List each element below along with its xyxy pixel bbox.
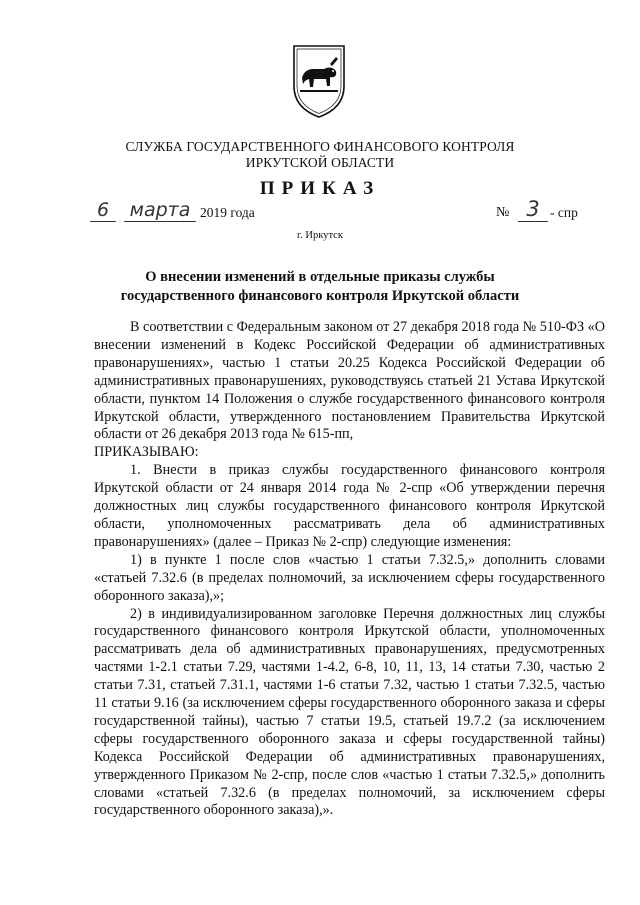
document-type-title: ПРИКАЗ [259,178,381,199]
subject-line1: О внесении изменений в отдельные приказы службы [145,269,495,285]
item-1-subitem-2: 2) в индивидуализированном заголовке Перечня должностных лиц службы государственного финансового контроля Иркутской области, уполномоченных рассматривать дела об административных правонарушениях, предусмотренных частями 1-2.1 статьи 7.29, частями 1-4.2, 6-8, 10, 11, 13, 14 статьи 7.30, частью 2 статьи 7.31, статьей 7.31.1, частями 1-6 статьи 7.32, частью 1 статьи 7.32.5, частью 11 статьи 9.16 (за исключением сферы государственного оборонного заказа и сферы государственной тайны), частью 7 статьи 19.5, статьей 19.7.2 (за исключением сферы государственного оборонного заказа и сферы государственной тайны) Кодекса Российской Федерации об административных правонарушениях, утвержденного Приказом № 2-спр, после слов «частью 1 статьи 7.32.5,» дополнить словами «статьей 7.32.6 (в пределах полномочий, за исключением сферы государственного оборонного заказа),». [94,605,605,819]
city-label: г. Иркутск [297,230,343,241]
handwritten-date-month: марта [124,199,196,222]
organization-name-line1: СЛУЖБА ГОСУДАРСТВЕННОГО ФИНАНСОВОГО КОНТРОЛЯ [125,139,515,154]
document-subject [0,268,640,306]
date-year-text: 2019 года [200,205,255,220]
organization-name-line2: ИРКУТСКОЙ ОБЛАСТИ [245,155,395,170]
subject-line2: государственного финансового контроля Иркутской области [120,288,520,304]
handwritten-document-number: 3 [518,197,548,222]
number-suffix: - спр [550,205,578,220]
number-sign: № [496,205,510,220]
date-number-row [88,197,608,227]
document-body [94,319,605,820]
preamble-paragraph: В соответствии с Федеральным законом от 27 декабря 2018 года № 510-ФЗ «О внесении изменений в Кодекс Российской Федерации об административных правонарушениях», частью 1 статьи 20.25 Кодекса Российской Федерации об административных правонарушениях, руководствуясь статьей 21 Устава Иркутской области, пунктом 14 Положения о службе государственного финансового контроля Иркутской области, утвержденного постановлением Правительства Иркутской области от 26 декабря 2013 года № 615-пп, [94,319,605,443]
handwritten-date-day: 6 [90,199,116,222]
item-1-subitem-1: 1) в пункте 1 после слов «частью 1 статьи 7.32.5,» дополнить словами «статьей 7.32.6 (в пределах полномочий, за исключением сферы государственного оборонного заказа),»; [94,551,605,604]
item-1-paragraph: 1. Внести в приказ службы государственного финансового контроля Иркутской области от 24 января 2014 года № 2-спр «Об утверждении перечня должностных лиц службы государственного финансового контроля Иркутской области, уполномоченных рассматривать дела об административных правонарушениях» (далее – Приказ № 2-спр) следующие изменения: [94,462,605,550]
irkutsk-coat-of-arms-icon [290,42,348,120]
order-word: ПРИКАЗЫВАЮ: [94,444,199,461]
